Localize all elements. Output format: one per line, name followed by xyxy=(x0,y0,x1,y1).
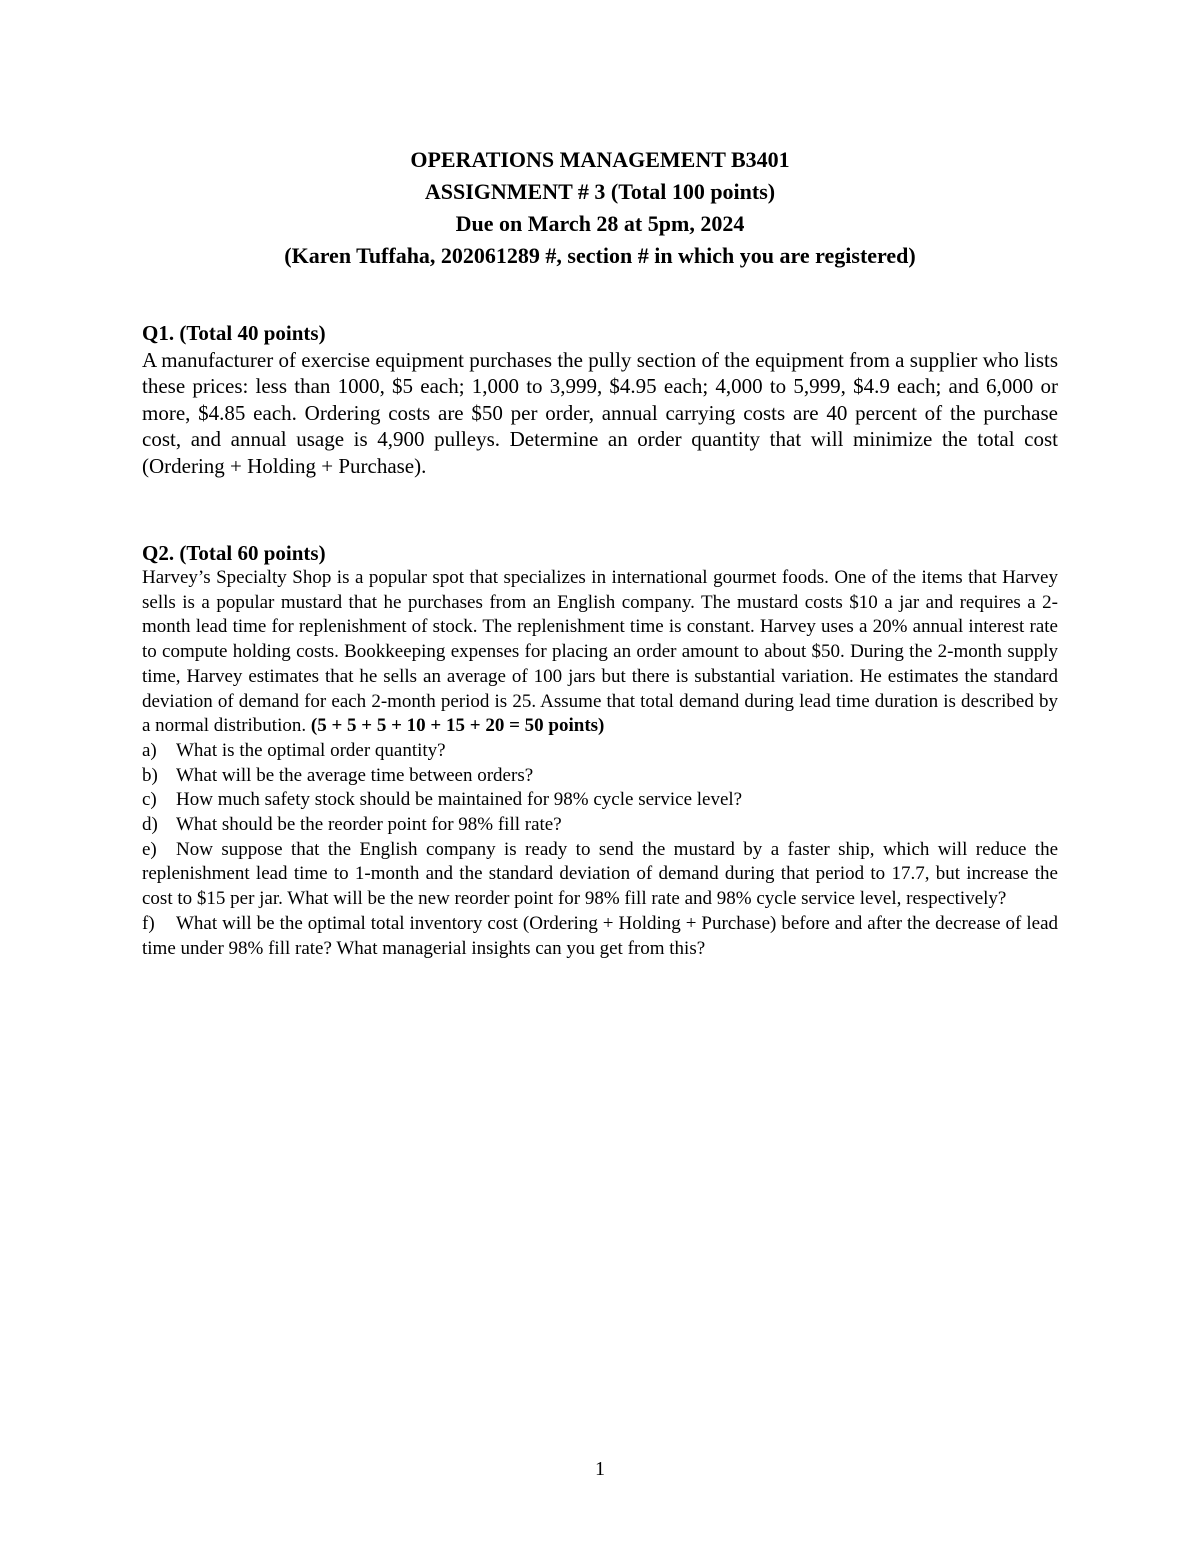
document-header xyxy=(0,144,1200,272)
sub-question-label: b) xyxy=(142,764,158,786)
question-2-title: Q2. (Total 60 points) xyxy=(142,541,326,565)
due-date: Due on March 28 at 5pm, 2024 xyxy=(455,211,745,236)
sub-question-text: How much safety stock should be maintained for 98% cycle service level? xyxy=(176,789,743,811)
student-info: (Karen Tuffaha, 202061289 #, section # in which you are registered) xyxy=(284,243,916,268)
page-number: 1 xyxy=(595,1458,605,1480)
sub-question-a xyxy=(142,739,1058,764)
sub-question-label: c) xyxy=(142,789,157,811)
sub-question-c xyxy=(142,788,1058,813)
assignment-title: ASSIGNMENT # 3 (Total 100 points) xyxy=(424,179,776,204)
sub-question-b xyxy=(142,764,1058,789)
sub-question-label: d) xyxy=(142,814,158,836)
course-title: OPERATIONS MANAGEMENT B3401 xyxy=(410,147,790,172)
question-2 xyxy=(142,540,1058,961)
sub-question-text: What will be the average time between orders? xyxy=(176,764,534,786)
question-2-points: (5 + 5 + 5 + 10 + 15 + 20 = 50 points) xyxy=(310,715,605,737)
question-1-title: Q1. (Total 40 points) xyxy=(142,321,326,345)
question-1-body: A manufacturer of exercise equipment purchases the pully section of the equipment from a supplier who lists these prices: less than 1000, $5 each; 1,000 to 3,999, $4.95 each; 4,000 to 5,999, $4.9 each; and 6,000 or more, $4.85 each. Ordering costs are $50 per order, annual carrying costs are 40 percent of the purchase cost, and annual usage is 4,900 pulleys. Determine an order quantity that will minimize the total cost (Ordering + Holding + Purchase). xyxy=(142,347,1058,478)
sub-question-d xyxy=(142,813,1058,838)
sub-question-text: What is the optimal order quantity? xyxy=(176,739,446,761)
sub-question-text: What should be the reorder point for 98% fill rate? xyxy=(176,814,562,836)
sub-question-f xyxy=(142,912,1058,961)
sub-question-text: What will be the optimal total inventory cost (Ordering + Holding + Purchase) before and after the decrease of lead time under 98% fill rate? What managerial insights can you get from this? xyxy=(142,912,1058,959)
sub-question-label: a) xyxy=(142,739,157,761)
sub-question-label: e) xyxy=(142,838,157,860)
question-2-body xyxy=(142,566,1058,739)
sub-question-label: f) xyxy=(142,912,155,934)
question-2-text: Harvey’s Specialty Shop is a popular spot that specializes in international gourmet foods. One of the items that Harvey sells is a popular mustard that he purchases from an English company. The mustard costs $10 a jar and requires a 2-month lead time for replenishment of stock. The replenishment time is constant. Harvey uses a 20% annual interest rate to compute holding costs. Bookkeeping expenses for placing an order amount to about $50. During the 2-month supply time, Harvey estimates that he sells an average of 100 jars but there is substantial variation. He estimates the standard deviation of demand for each 2-month period is 25. Assume that total demand during lead time duration is described by a normal distribution. xyxy=(142,567,1058,737)
sub-question-text: Now suppose that the English company is ready to send the mustard by a faster ship, which will reduce the replenishment lead time to 1-month and the standard deviation of demand during that period to 17.7, but increase the cost to $15 per jar. What will be the new reorder point for 98% fill rate and 98% cycle service level, respectively? xyxy=(142,838,1058,910)
question-1 xyxy=(142,320,1058,479)
sub-question-e xyxy=(142,838,1058,912)
